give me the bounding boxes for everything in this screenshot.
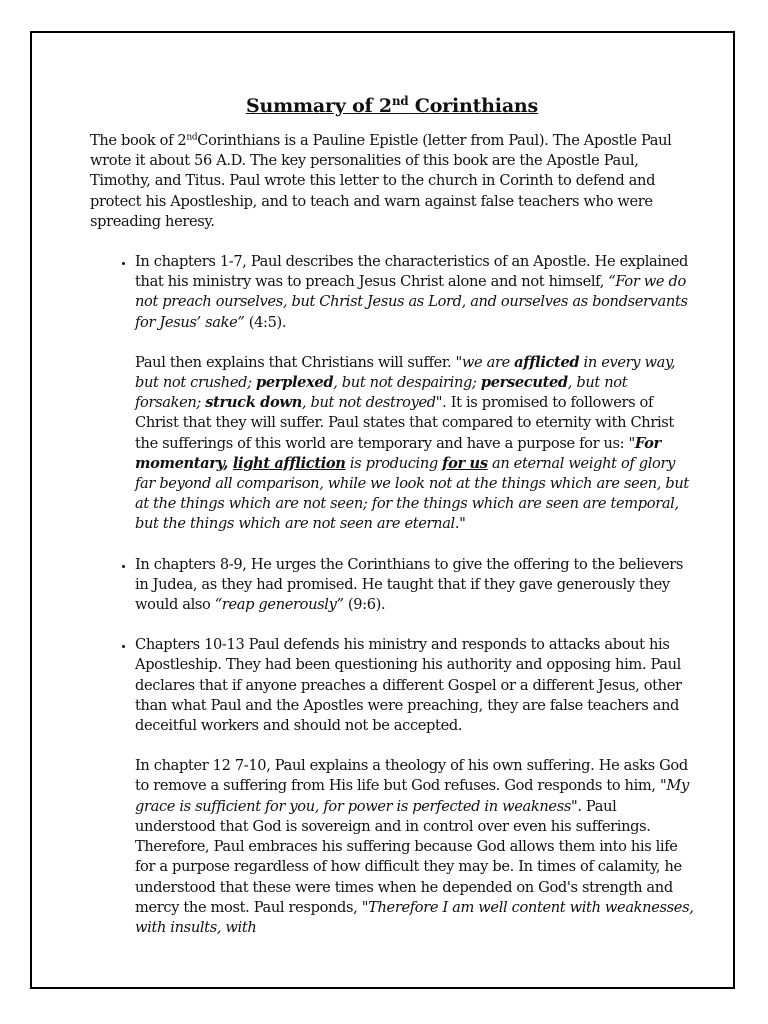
bullet-list (90, 252, 694, 938)
paragraph: • In chapters 1-7, Paul describes the characteristics of an Apostle. He explained that his ministry was to preach Jesus Christ alone and not himself, “For we do not preach ourselves, but Christ Jesus as Lord, and ourselves as bondservants for Jesus’ sake” (4:5). (135, 253, 689, 331)
list-item (135, 252, 694, 535)
paragraph: In chapter 12 7-10, Paul explains a theology of his own suffering. He asks God to remove a suffering from His life but God refuses. God responds to him, "My grace is sufficient for you, for power is perfected in weakness". Paul understood that God is sovereign and in control over even his sufferings. Therefore, Paul embraces his suffering because God allows them into his life for a purpose regardless of how difficult they may be. In times of calamity, he understood that these were times when he depended on God's strength and mercy the most. Paul responds, "Therefore I am well content with weaknesses, with insults, with (135, 757, 694, 936)
paragraph: • Chapters 10-13 Paul defends his ministry and responds to attacks about his Apostleship. They had been questioning his authority and opposing him. Paul declares that if anyone preaches a different Gospel or a different Jesus, other than what Paul and the Apostles were preaching, they are false teachers and deceitful workers and should not be accepted. (135, 636, 682, 735)
intro-paragraph: The book of 2ndCorinthians is a Pauline Epistle (letter from Paul). The Apostle Paul wrote it about 56 A.D. The key personalities of this book are the Apostle Paul, Timothy, and Titus. Paul wrote this letter to the church in Corinth to defend and protect his Apostleship, and to teach and warn against false teachers who were spreading heresy. (90, 132, 672, 230)
paragraph: • In chapters 8-9, He urges the Corinthians to give the offering to the believers in Judea, as they had promised. He taught that if they gave generously they would also “reap generously” (9:6). (135, 555, 684, 614)
page-title: Summary of 2nd Corinthians (245, 93, 539, 117)
list-item (135, 555, 694, 616)
paragraph: Paul then explains that Christians will suffer. "we are afflicted in every way, but not crushed; perplexed, but not despairing; persecuted, but not forsaken; struck down, but not destroyed". It is promised to followers of Christ that they will suffer. Paul states that compared to eternity with Christ the sufferings of this world are temporary and have a purpose for us: "For momentary, light affliction is producing for us an eternal weight of glory far beyond all comparison, while we look not at the things which are seen, but at the things which are not seen; for the things which are seen are temporal, but the things which are not seen are eternal." (135, 353, 689, 533)
list-item (135, 635, 694, 938)
document-body (90, 94, 694, 958)
